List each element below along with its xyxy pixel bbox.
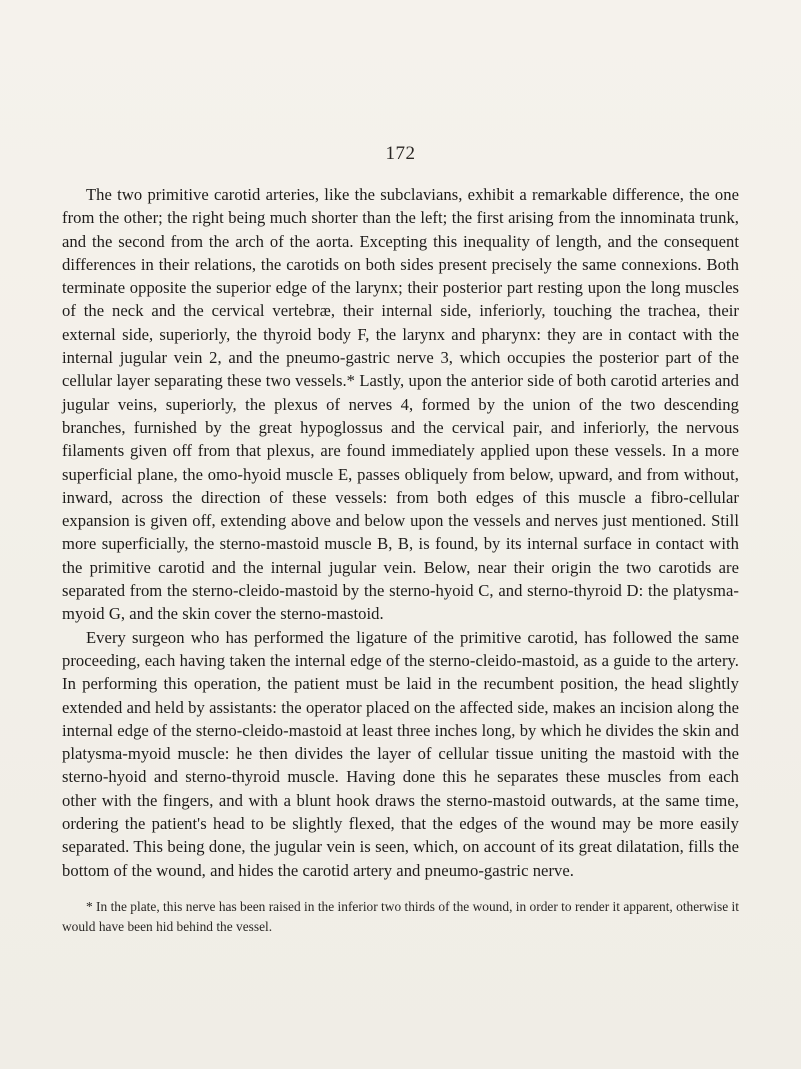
main-text [62,183,739,882]
paragraph-ligature-procedure: Every surgeon who has performed the ligature of the primitive carotid, has followed the same proceeding, each having taken the internal edge of the sterno-cleido-mastoid, as a guide to the artery. In performing this operation, the patient must be laid in the recumbent position, the head slightly extended and held by assistants: the operator placed on the affected side, makes an incision along the internal edge of the sterno-cleido-mastoid at least three inches long, by which he divides the skin and platysma-myoid muscle: he then divides the layer of cellular tissue uniting the mastoid with the sterno-hyoid and sterno-thyroid muscle. Having done this he separates these muscles from each other with the fingers, and with a blunt hook draws the sterno-mastoid outwards, at the same time, ordering the patient's head to be slightly flexed, that the edges of the wound may be more easily separated. This being done, the jugular vein is seen, which, on account of its great dilatation, fills the bottom of the wound, and hides the carotid artery and pneumo-gastric nerve. [62,627,739,880]
page-number: 172 [385,143,416,164]
footnote: * In the plate, this nerve has been raised in the inferior two thirds of the wound, in order to render it apparent, otherwise it would have been hid behind the vessel. [62,899,739,934]
paragraph-carotid-anatomy: The two primitive carotid arteries, like the subclavians, exhibit a remarkable difference, the one from the other; the right being much shorter than the left; the first arising from the innominata trunk, and the second from the arch of the aorta. Excepting this inequality of length, and the consequent differences in their relations, the carotids on both sides present precisely the same connexions. Both terminate opposite the superior edge of the larynx; their posterior part resting upon the long muscles of the neck and the cervical vertebræ, their internal side, inferiorly, touching the trachea, their external side, superiorly, the thyroid body F, the larynx and pharynx: they are in contact with the internal jugular vein 2, and the pneumo-gastric nerve 3, which occupies the posterior part of the cellular layer separating these two vessels.* Lastly, upon the anterior side of both carotid arteries and jugular veins, superiorly, the plexus of nerves 4, formed by the union of the two descending branches, furnished by the great hypoglossus and the cervical pair, and inferiorly, the nervous filaments given off from that plexus, are found immediately applied upon these vessels. In a more superficial plane, the omo-hyoid muscle E, passes obliquely from below, upward, and from without, inward, across the direction of these vessels: from both edges of this muscle a fibro-cellular expansion is given off, extending above and below upon the vessels and nerves just mentioned. Still more superficially, the sterno-mastoid muscle B, B, is found, by its internal surface in contact with the primitive carotid and the internal jugular vein. Below, near their origin the two carotids are separated from the sterno-cleido-mastoid by the sterno-hyoid C, and sterno-thyroid D: the platysma-myoid G, and the skin cover the sterno-mastoid. [62,185,739,624]
